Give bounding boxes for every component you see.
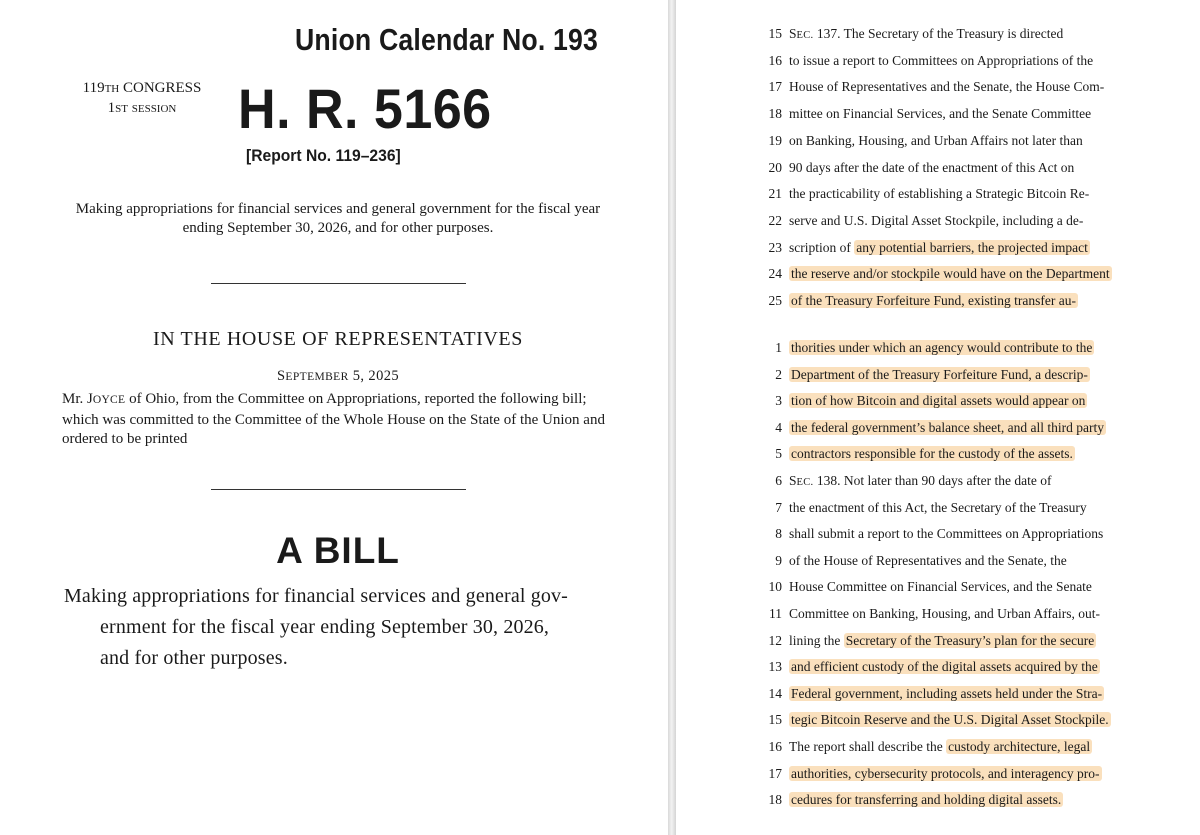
bill-line	[676, 51, 1200, 77]
bill-line	[676, 24, 1200, 50]
line-number: 7	[775, 499, 782, 515]
highlighted-text: Federal government, including assets held under the Stra-	[791, 685, 1103, 701]
line-number: 16	[768, 52, 782, 68]
report-number: [Report No. 119–236]	[246, 146, 401, 165]
bill-number: H. R. 5166	[238, 77, 492, 140]
bill-line	[676, 657, 1200, 683]
congress-session-block	[62, 79, 222, 119]
line-text	[789, 24, 1135, 46]
line-text-plain: on Banking, Housing, and Urban Affairs not later than	[789, 132, 1083, 148]
line-number: 12	[768, 632, 782, 648]
highlighted-text: any potential barriers, the projected impact	[856, 239, 1088, 255]
bill-summary: Making appropriations for financial services and general government for the fiscal year ending September 30, 2026, and for other purposes.	[75, 201, 601, 236]
bill-line	[676, 710, 1200, 736]
line-text-plain: The Secretary of the Treasury is directed	[840, 26, 1064, 41]
line-text	[789, 764, 1135, 784]
highlighted-text: the reserve and/or stockpile would have on the Department	[791, 266, 1110, 282]
line-text	[789, 131, 1135, 151]
highlighted-text: cedures for transferring and holding digital assets.	[791, 792, 1062, 808]
line-text	[789, 391, 1135, 411]
line-text-plain: House of Representatives and the Senate, the House Com-	[789, 79, 1105, 95]
bill-line	[676, 577, 1200, 603]
line-text-plain: mittee on Financial Services, and the Senate Committee	[789, 106, 1092, 122]
line-text	[789, 657, 1135, 677]
highlighted-text: and efficient custody of the digital assets acquired by the	[791, 659, 1098, 675]
section-label: SEC. 137.	[789, 26, 841, 41]
bill-line	[676, 158, 1200, 184]
congress-number: 119	[82, 80, 105, 96]
line-text-plain: The report shall describe the	[789, 739, 947, 754]
line-text-plain: of the House of Representatives and the Senate, the	[789, 552, 1067, 568]
line-text-plain: lining the	[789, 632, 844, 648]
bill-line	[676, 418, 1200, 444]
line-text	[789, 790, 1135, 810]
line-text	[789, 577, 1135, 597]
bill-line	[676, 631, 1200, 657]
line-text	[789, 104, 1135, 124]
line-text-plain: scription of	[789, 239, 855, 255]
sponsor-name-rest: OYCE	[92, 394, 126, 406]
line-text	[789, 77, 1135, 97]
line-text-plain: serve and U.S. Digital Asset Stockpile, including a de-	[789, 212, 1084, 228]
line-number: 9	[775, 552, 782, 568]
bill-line	[676, 737, 1200, 763]
bill-line	[676, 338, 1200, 364]
bill-line	[676, 790, 1200, 816]
line-text	[789, 338, 1135, 358]
committee-action-text	[62, 390, 613, 450]
line-text	[789, 551, 1135, 571]
line-text-plain: Not later than 90 days after the date of	[840, 473, 1052, 488]
session-number-suffix: ST	[115, 103, 128, 115]
bill-line	[676, 77, 1200, 103]
divider-rule	[211, 489, 466, 490]
line-number: 2	[775, 366, 782, 382]
line-number: 18	[768, 792, 782, 808]
bill-line	[676, 604, 1200, 630]
line-text-plain: Committee on Banking, Housing, and Urban Affairs, out-	[789, 606, 1100, 621]
line-text	[789, 365, 1135, 385]
bill-line	[676, 444, 1200, 470]
line-number: 3	[775, 393, 782, 409]
line-number: 16	[768, 739, 782, 754]
line-number: 15	[768, 712, 782, 728]
line-number: 18	[768, 106, 782, 122]
line-text-plain: the practicability of establishing a Strategic Bitcoin Re-	[789, 186, 1090, 202]
line-number: 22	[768, 212, 782, 228]
highlighted-text: tion of how Bitcoin and digital assets would appear on	[791, 393, 1086, 409]
line-number: 24	[768, 266, 782, 282]
line-text	[789, 737, 1135, 757]
date-day-year: 5, 2025	[352, 368, 400, 384]
bill-line	[676, 551, 1200, 577]
date-month-initial: S	[276, 368, 286, 384]
action-prefix: Mr. J	[62, 391, 93, 407]
bill-line	[676, 104, 1200, 130]
line-number: 5	[775, 446, 782, 462]
date-month-rest: EPTEMBER	[285, 371, 349, 383]
line-text-plain: shall submit a report to the Committees on Appropriations	[789, 526, 1104, 542]
highlighted-text: custody architecture, legal	[948, 739, 1091, 754]
line-text	[789, 418, 1135, 438]
line-text	[789, 524, 1135, 544]
line-text-plain: House Committee on Financial Services, and the Senate	[789, 579, 1092, 595]
bill-line	[676, 365, 1200, 391]
line-number: 25	[768, 293, 782, 308]
line-number: 17	[768, 79, 782, 95]
purpose-line: Making appropriations for financial services and general gov-	[64, 585, 568, 607]
bill-line	[676, 524, 1200, 550]
highlighted-text: tegic Bitcoin Reserve and the U.S. Digital Asset Stockpile.	[791, 712, 1109, 728]
session-word: SESSION	[131, 103, 177, 115]
line-text	[789, 264, 1135, 284]
bill-line	[676, 291, 1200, 317]
bill-line	[676, 471, 1200, 497]
line-number: 20	[768, 159, 782, 175]
highlighted-text: of the Treasury Forfeiture Fund, existing transfer au-	[791, 293, 1076, 308]
line-text	[789, 238, 1135, 258]
line-number: 23	[768, 239, 782, 255]
line-number: 11	[769, 606, 782, 621]
a-bill-heading: A BILL	[276, 530, 400, 571]
line-number: 6	[775, 473, 782, 488]
line-text	[789, 51, 1135, 71]
divider-rule	[211, 283, 466, 284]
bill-line	[676, 764, 1200, 790]
line-text	[789, 444, 1135, 464]
line-text	[789, 631, 1135, 651]
line-number: 1	[775, 340, 782, 355]
bill-line	[676, 264, 1200, 290]
section-label: SEC. 138.	[789, 473, 841, 488]
bill-line	[676, 498, 1200, 524]
line-number: 4	[775, 419, 782, 435]
highlighted-text: the federal government’s balance sheet, and all third party	[791, 419, 1104, 435]
bill-line	[676, 131, 1200, 157]
highlighted-text: contractors responsible for the custody of the assets.	[791, 446, 1073, 462]
bill-line	[676, 684, 1200, 710]
line-number: 8	[775, 526, 782, 542]
highlighted-text: authorities, cybersecurity protocols, and interagency pro-	[791, 765, 1100, 781]
line-number: 21	[768, 186, 782, 202]
line-text	[789, 184, 1135, 204]
bill-line	[676, 184, 1200, 210]
highlighted-text: Secretary of the Treasury’s plan for the secure	[845, 632, 1095, 648]
line-text	[789, 211, 1135, 231]
line-number: 13	[768, 659, 782, 675]
purpose-line: ernment for the fiscal year ending September 30, 2026,	[100, 616, 550, 638]
purpose-line: and for other purposes.	[100, 647, 288, 669]
line-number: 19	[768, 132, 782, 148]
house-heading: IN THE HOUSE OF REPRESENTATIVES	[153, 328, 523, 350]
action-body: of Ohio, from the Committee on Appropriations, reported the following bill; which was committed to the Committee of the Whole House on the State of the Union and ordered to be printed	[62, 391, 605, 447]
highlighted-text: Department of the Treasury Forfeiture Fund, a descrip-	[791, 366, 1088, 382]
session-number: 1	[107, 100, 116, 116]
highlighted-text: thorities under which an agency would contribute to the	[791, 340, 1093, 355]
session-line	[62, 99, 222, 119]
line-text-plain: 90 days after the date of the enactment of this Act on	[789, 159, 1075, 175]
bill-line	[676, 211, 1200, 237]
congress-line	[62, 79, 222, 99]
line-number: 17	[768, 765, 782, 781]
line-text	[789, 710, 1135, 730]
line-number: 10	[768, 579, 782, 595]
line-text-plain: to issue a report to Committees on Appropriations of the	[789, 52, 1094, 68]
line-number: 15	[768, 26, 782, 41]
right-page	[676, 0, 1200, 835]
line-text	[789, 498, 1135, 518]
line-text	[789, 291, 1135, 311]
line-text	[789, 604, 1135, 624]
congress-word: CONGRESS	[123, 80, 202, 96]
line-text-plain: the enactment of this Act, the Secretary of the Treasury	[789, 499, 1087, 515]
bill-date	[70, 368, 606, 385]
page-divider	[668, 0, 676, 835]
line-text	[789, 471, 1135, 493]
congress-number-suffix: TH	[104, 83, 120, 95]
bill-line	[676, 238, 1200, 264]
line-text	[789, 158, 1135, 178]
line-number: 14	[768, 685, 782, 701]
bill-line	[676, 391, 1200, 417]
union-calendar-heading: Union Calendar No. 193	[295, 22, 599, 57]
line-text	[789, 684, 1135, 704]
